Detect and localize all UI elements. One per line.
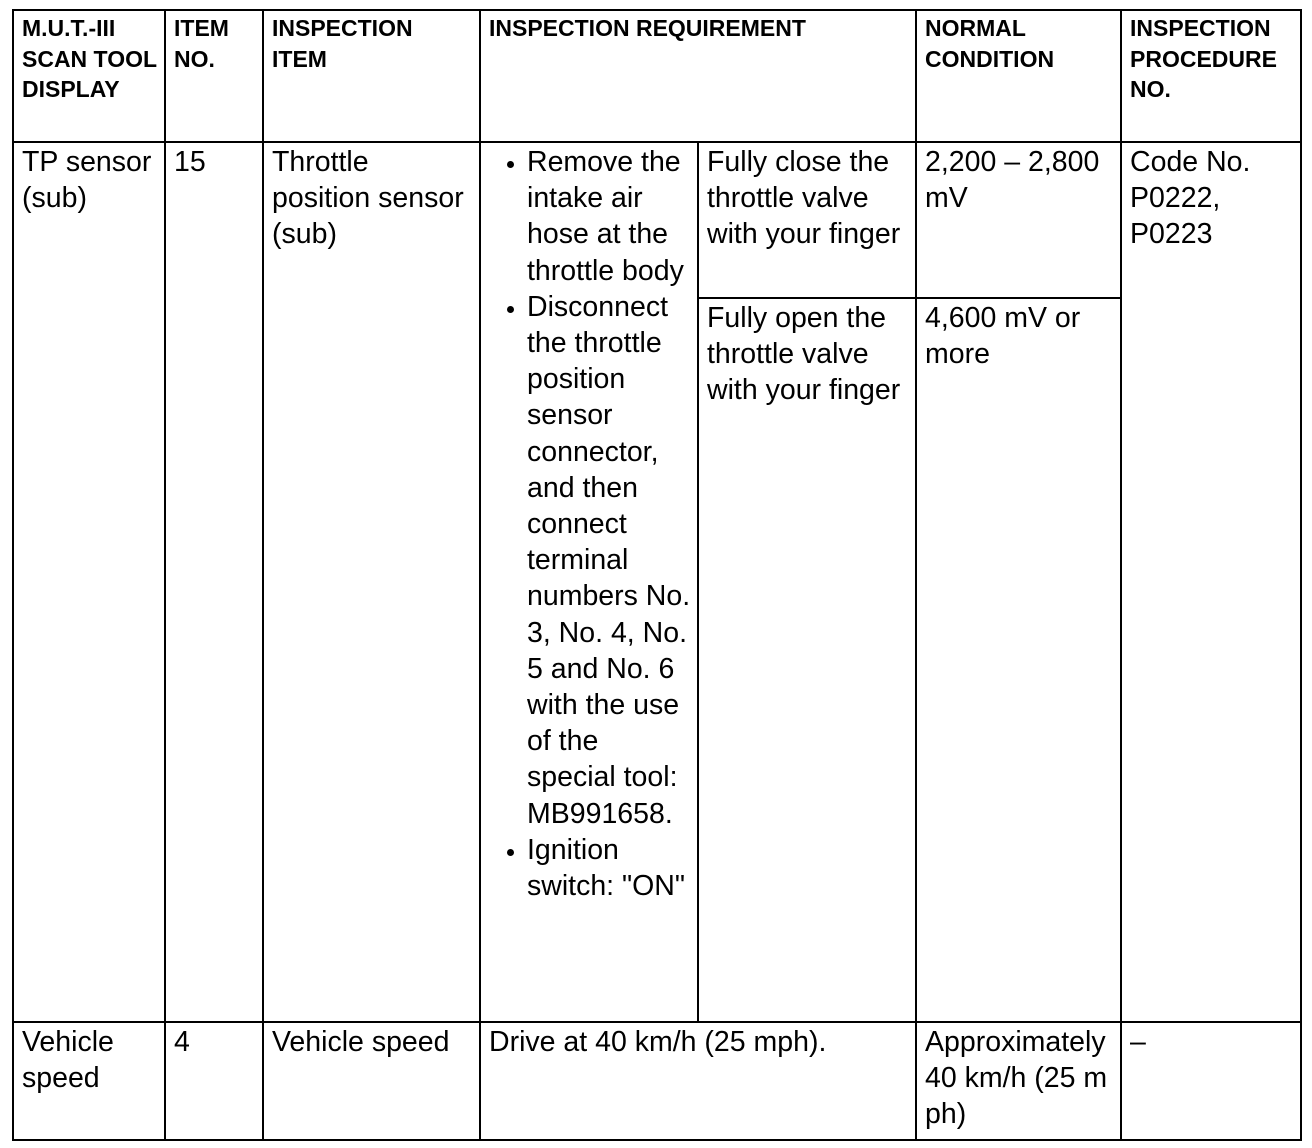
cell-inspection-item: Vehicle speed (263, 1022, 480, 1140)
cell-scan-tool-display: TP sensor (sub) (13, 142, 165, 1022)
cell-scan-tool-display: Vehicle speed (13, 1022, 165, 1140)
header-scan-tool-display: M.U.T.-III SCAN TOOL DISPLAY (13, 10, 165, 142)
list-item: • Disconnect the throttle position sensor connector, and then connect terminal numbers No. 3, No. 4, No. 5 and No. 6 with the use of the special tool: MB991658. (527, 289, 693, 832)
cell-normal-condition: 2,200 – 2,800 mV (916, 142, 1121, 298)
header-row (13, 10, 1301, 142)
header-normal-condition: NORMAL CONDITION (916, 10, 1121, 142)
header-item-no: ITEM NO. (165, 10, 263, 142)
cell-requirement: Drive at 40 km/h (25 mph). (480, 1022, 916, 1140)
header-inspection-procedure-no: INSPECTION PROCEDURE NO. (1121, 10, 1301, 142)
cell-procedure-no: – (1121, 1022, 1301, 1140)
cell-condition: Fully open the throttle valve with your finger (698, 298, 916, 1022)
table-row (13, 142, 1301, 298)
list-item: • Ignition switch: "ON" (527, 832, 693, 904)
cell-item-no: 15 (165, 142, 263, 1022)
cell-normal-condition: 4,600 mV or more (916, 298, 1121, 1022)
cell-requirement-steps (480, 142, 698, 1022)
cell-inspection-item: Throttle position sensor (sub) (263, 142, 480, 1022)
table-row (13, 1022, 1301, 1140)
cell-normal-condition: Approximately 40 km/h (25 mph) (916, 1022, 1121, 1140)
cell-condition: Fully close the throttle valve with your finger (698, 142, 916, 298)
cell-item-no: 4 (165, 1022, 263, 1140)
inspection-table (12, 9, 1302, 1141)
header-inspection-item: INSPECTION ITEM (263, 10, 480, 142)
header-inspection-requirement: INSPECTION REQUIREMENT (480, 10, 916, 142)
list-item: • Remove the intake air hose at the throttle body (527, 144, 693, 289)
cell-procedure-no: Code No. P0222, P0223 (1121, 142, 1301, 1022)
requirement-list (487, 144, 693, 904)
